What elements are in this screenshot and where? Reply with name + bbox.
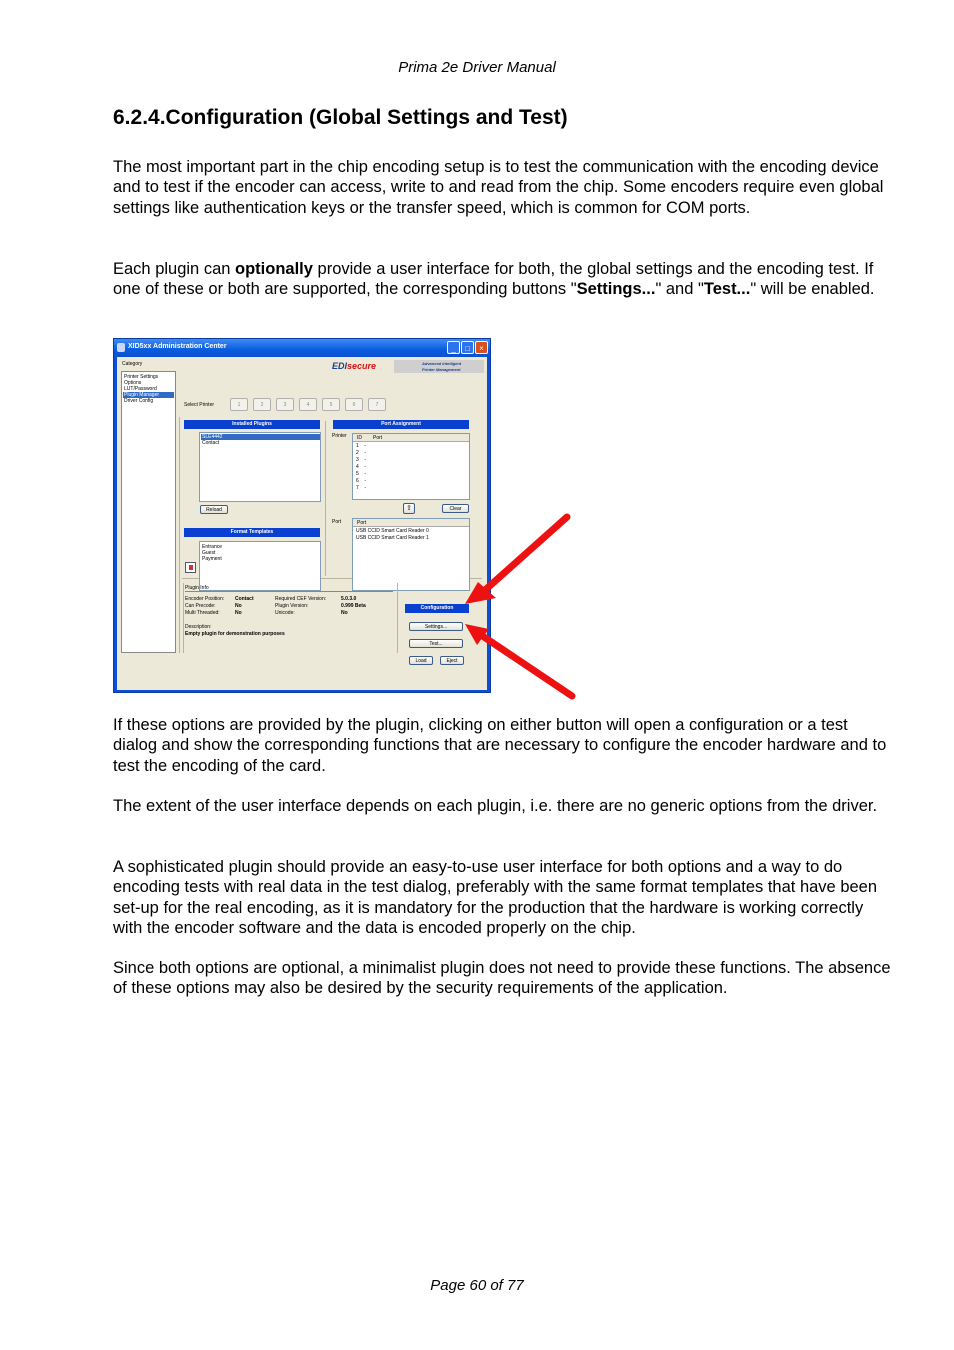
p2-text-a: Each plugin can — [113, 260, 236, 278]
category-item[interactable]: LUT/Password — [124, 386, 157, 392]
template-item[interactable]: Guest — [202, 550, 216, 556]
separator — [325, 421, 326, 576]
row-id: 3 — [356, 457, 359, 463]
format-templates-header: Format Templates — [184, 528, 320, 537]
configuration-header: Configuration — [405, 604, 469, 613]
table-row[interactable] — [356, 485, 366, 491]
table-row[interactable] — [356, 450, 366, 456]
plugin-info-rule — [185, 591, 393, 592]
p2-text-c: provide a user interface for both, the global settings and the encoding test. If one of these or both are supported, the corresponding buttons " — [113, 260, 874, 299]
page-number: Page 60 of 77 — [430, 1277, 524, 1294]
close-icon[interactable]: × — [475, 341, 488, 354]
category-label: Category — [122, 361, 143, 367]
paragraph-4: The extent of the user interface depends on each plugin, i.e. there are no generic options from the driver. — [113, 797, 878, 815]
port-list — [352, 518, 470, 591]
printer-button-4[interactable]: 4 — [299, 398, 317, 411]
window-titlebar — [114, 339, 490, 357]
plugin-info-label: Plugin Info — [185, 585, 209, 591]
paragraph-5: A sophisticated plugin should provide an easy-to-use user interface for both options and a way to do encoding tests with real data in the test dialog, preferably with the same format templates that have been set-up for the real encoding, as it is mandatory for the production that the hardware is working correctly with the encoder software and the data is encoded properly on the chip. — [113, 858, 878, 937]
description-value: Empty plugin for demonstration purposes — [185, 631, 285, 637]
plugin-item[interactable]: Contact — [202, 440, 220, 446]
logo-tagline-box — [394, 360, 484, 373]
row-port: - — [364, 471, 367, 477]
paragraph-6: Since both options are optional, a minimalist plugin does not need to provide these functions. The absence of these options may also be desired by the security requirements of the application. — [113, 959, 891, 998]
template-edit-icon-mark — [189, 565, 193, 570]
p2-text-g: " will be enabled. — [750, 280, 875, 299]
logo-tagline-1: Advanced Intelligent — [422, 361, 462, 366]
template-edit-icon[interactable] — [185, 562, 196, 573]
maximize-icon[interactable]: □ — [461, 341, 474, 354]
load-button[interactable]: Load — [409, 656, 433, 665]
printer-button-2[interactable]: 2 — [253, 398, 271, 411]
row-port: - — [364, 457, 367, 463]
p2-bold-optionally: optionally — [235, 260, 313, 278]
row-id: 7 — [356, 485, 359, 491]
arrow-shaft — [484, 517, 567, 591]
window-title: XID5xx Administration Center — [128, 343, 227, 350]
logo-tagline-2: Printer Management — [422, 367, 461, 372]
port-item[interactable]: USB CCID Smart Card Reader 0 — [356, 528, 429, 534]
row-port: - — [364, 485, 367, 491]
paragraph-2 — [113, 259, 893, 300]
encoder-position-label: Encoder Position: — [185, 596, 225, 602]
encoder-position-value: Contact — [235, 596, 254, 602]
reload-button[interactable]: Reload — [200, 505, 228, 514]
multi-threaded-label: Multi Threaded: — [185, 610, 220, 616]
row-port: - — [364, 443, 367, 449]
printer-port-table — [352, 433, 470, 500]
up-arrow-button[interactable]: ⇧ — [403, 503, 415, 514]
settings-button[interactable]: Settings... — [409, 622, 463, 631]
multi-threaded-value: No — [235, 610, 242, 616]
plugin-item-selected[interactable]: SLE4442 — [201, 434, 320, 440]
description-label: Description: — [185, 624, 212, 630]
row-port: - — [364, 478, 367, 484]
arrow-shaft — [484, 637, 572, 696]
row-id: 2 — [356, 450, 359, 456]
format-templates-list — [199, 541, 321, 591]
window-client — [117, 357, 487, 690]
paragraph-3: If these options are provided by the plugin, clicking on either button will open a configuration or a test dialog and show the corresponding functions that are necessary to configure the encoder hardware and to test the encoding of the card. — [113, 716, 887, 775]
separator — [179, 417, 180, 653]
printer-button-6[interactable]: 6 — [345, 398, 363, 411]
logo-edi: EDI — [332, 361, 348, 371]
port-item[interactable]: USB CCID Smart Card Reader 1 — [356, 535, 429, 541]
row-id: 4 — [356, 464, 359, 470]
required-cef-value: 5.0.3.0 — [341, 596, 357, 602]
can-precode-value: No — [235, 603, 242, 609]
port-assignment-header: Port Assignment — [333, 420, 469, 429]
table-row[interactable] — [356, 457, 366, 463]
plugin-version-value: 0.999 Beta — [341, 603, 366, 609]
p2-text-e: " and " — [655, 280, 704, 299]
unicode-label: Unicode: — [275, 610, 295, 616]
required-cef-label: Required CEF Version: — [275, 596, 327, 602]
row-port: - — [364, 464, 367, 470]
can-precode-label: Can Precode: — [185, 603, 216, 609]
category-item[interactable]: Options — [124, 380, 142, 386]
clear-button[interactable]: Clear — [442, 504, 469, 513]
minimize-icon[interactable]: _ — [447, 341, 460, 354]
app-icon — [117, 343, 125, 352]
printer-button-1[interactable]: 1 — [230, 398, 248, 411]
p2-bold-settings: Settings... — [576, 280, 656, 299]
table-row[interactable] — [356, 478, 366, 484]
printer-button-3[interactable]: 3 — [276, 398, 294, 411]
admin-center-screenshot — [113, 338, 491, 693]
row-id: 6 — [356, 478, 359, 484]
table-row[interactable] — [356, 471, 366, 477]
test-button[interactable]: Test... — [409, 639, 463, 648]
table-row[interactable] — [356, 443, 366, 449]
port-column-header: Port — [373, 435, 383, 441]
running-header: Prima 2e Driver Manual — [398, 59, 556, 76]
table-header — [353, 434, 469, 442]
template-item[interactable]: Payment — [202, 556, 222, 562]
plugin-version-label: Plugin Version: — [275, 603, 309, 609]
table-row[interactable] — [356, 464, 366, 470]
printer-button-7[interactable]: 7 — [368, 398, 386, 411]
row-id: 5 — [356, 471, 359, 477]
p2-bold-test: Test... — [703, 280, 751, 299]
separator — [397, 583, 398, 653]
unicode-value: No — [341, 610, 348, 616]
category-item[interactable]: Printer Settings — [124, 374, 159, 380]
eject-button[interactable]: Eject — [440, 656, 464, 665]
category-list — [121, 371, 176, 653]
port-list-header — [353, 519, 469, 527]
section-heading: 6.2.4.Configuration (Global Settings and Test) — [113, 106, 568, 129]
separator — [183, 583, 184, 653]
edisecure-logo — [332, 360, 486, 373]
printer-label: Printer — [332, 433, 347, 439]
installed-plugins-header: Installed Plugins — [184, 420, 320, 429]
port-label: Port — [332, 519, 342, 525]
template-item[interactable]: Entrance — [202, 544, 223, 550]
paragraph-1: The most important part in the chip encoding setup is to test the communication with the encoding device and to test if the encoder can access, write to and read from the chip. Some encoders require even global settings like authentication keys or the transfer speed, which is common for COM ports. — [113, 158, 884, 217]
printer-button-5[interactable]: 5 — [322, 398, 340, 411]
installed-plugins-list — [199, 432, 321, 502]
row-id: 1 — [356, 443, 359, 449]
category-item-selected[interactable]: Plugin Manager — [123, 392, 174, 398]
select-printer-label: Select Printer — [184, 402, 215, 408]
row-port: - — [364, 450, 367, 456]
category-item[interactable]: Driver Config — [124, 398, 154, 404]
port-list-column-header: Port — [357, 520, 367, 526]
id-column-header: ID — [357, 435, 362, 441]
logo-secure: secure — [347, 361, 377, 371]
